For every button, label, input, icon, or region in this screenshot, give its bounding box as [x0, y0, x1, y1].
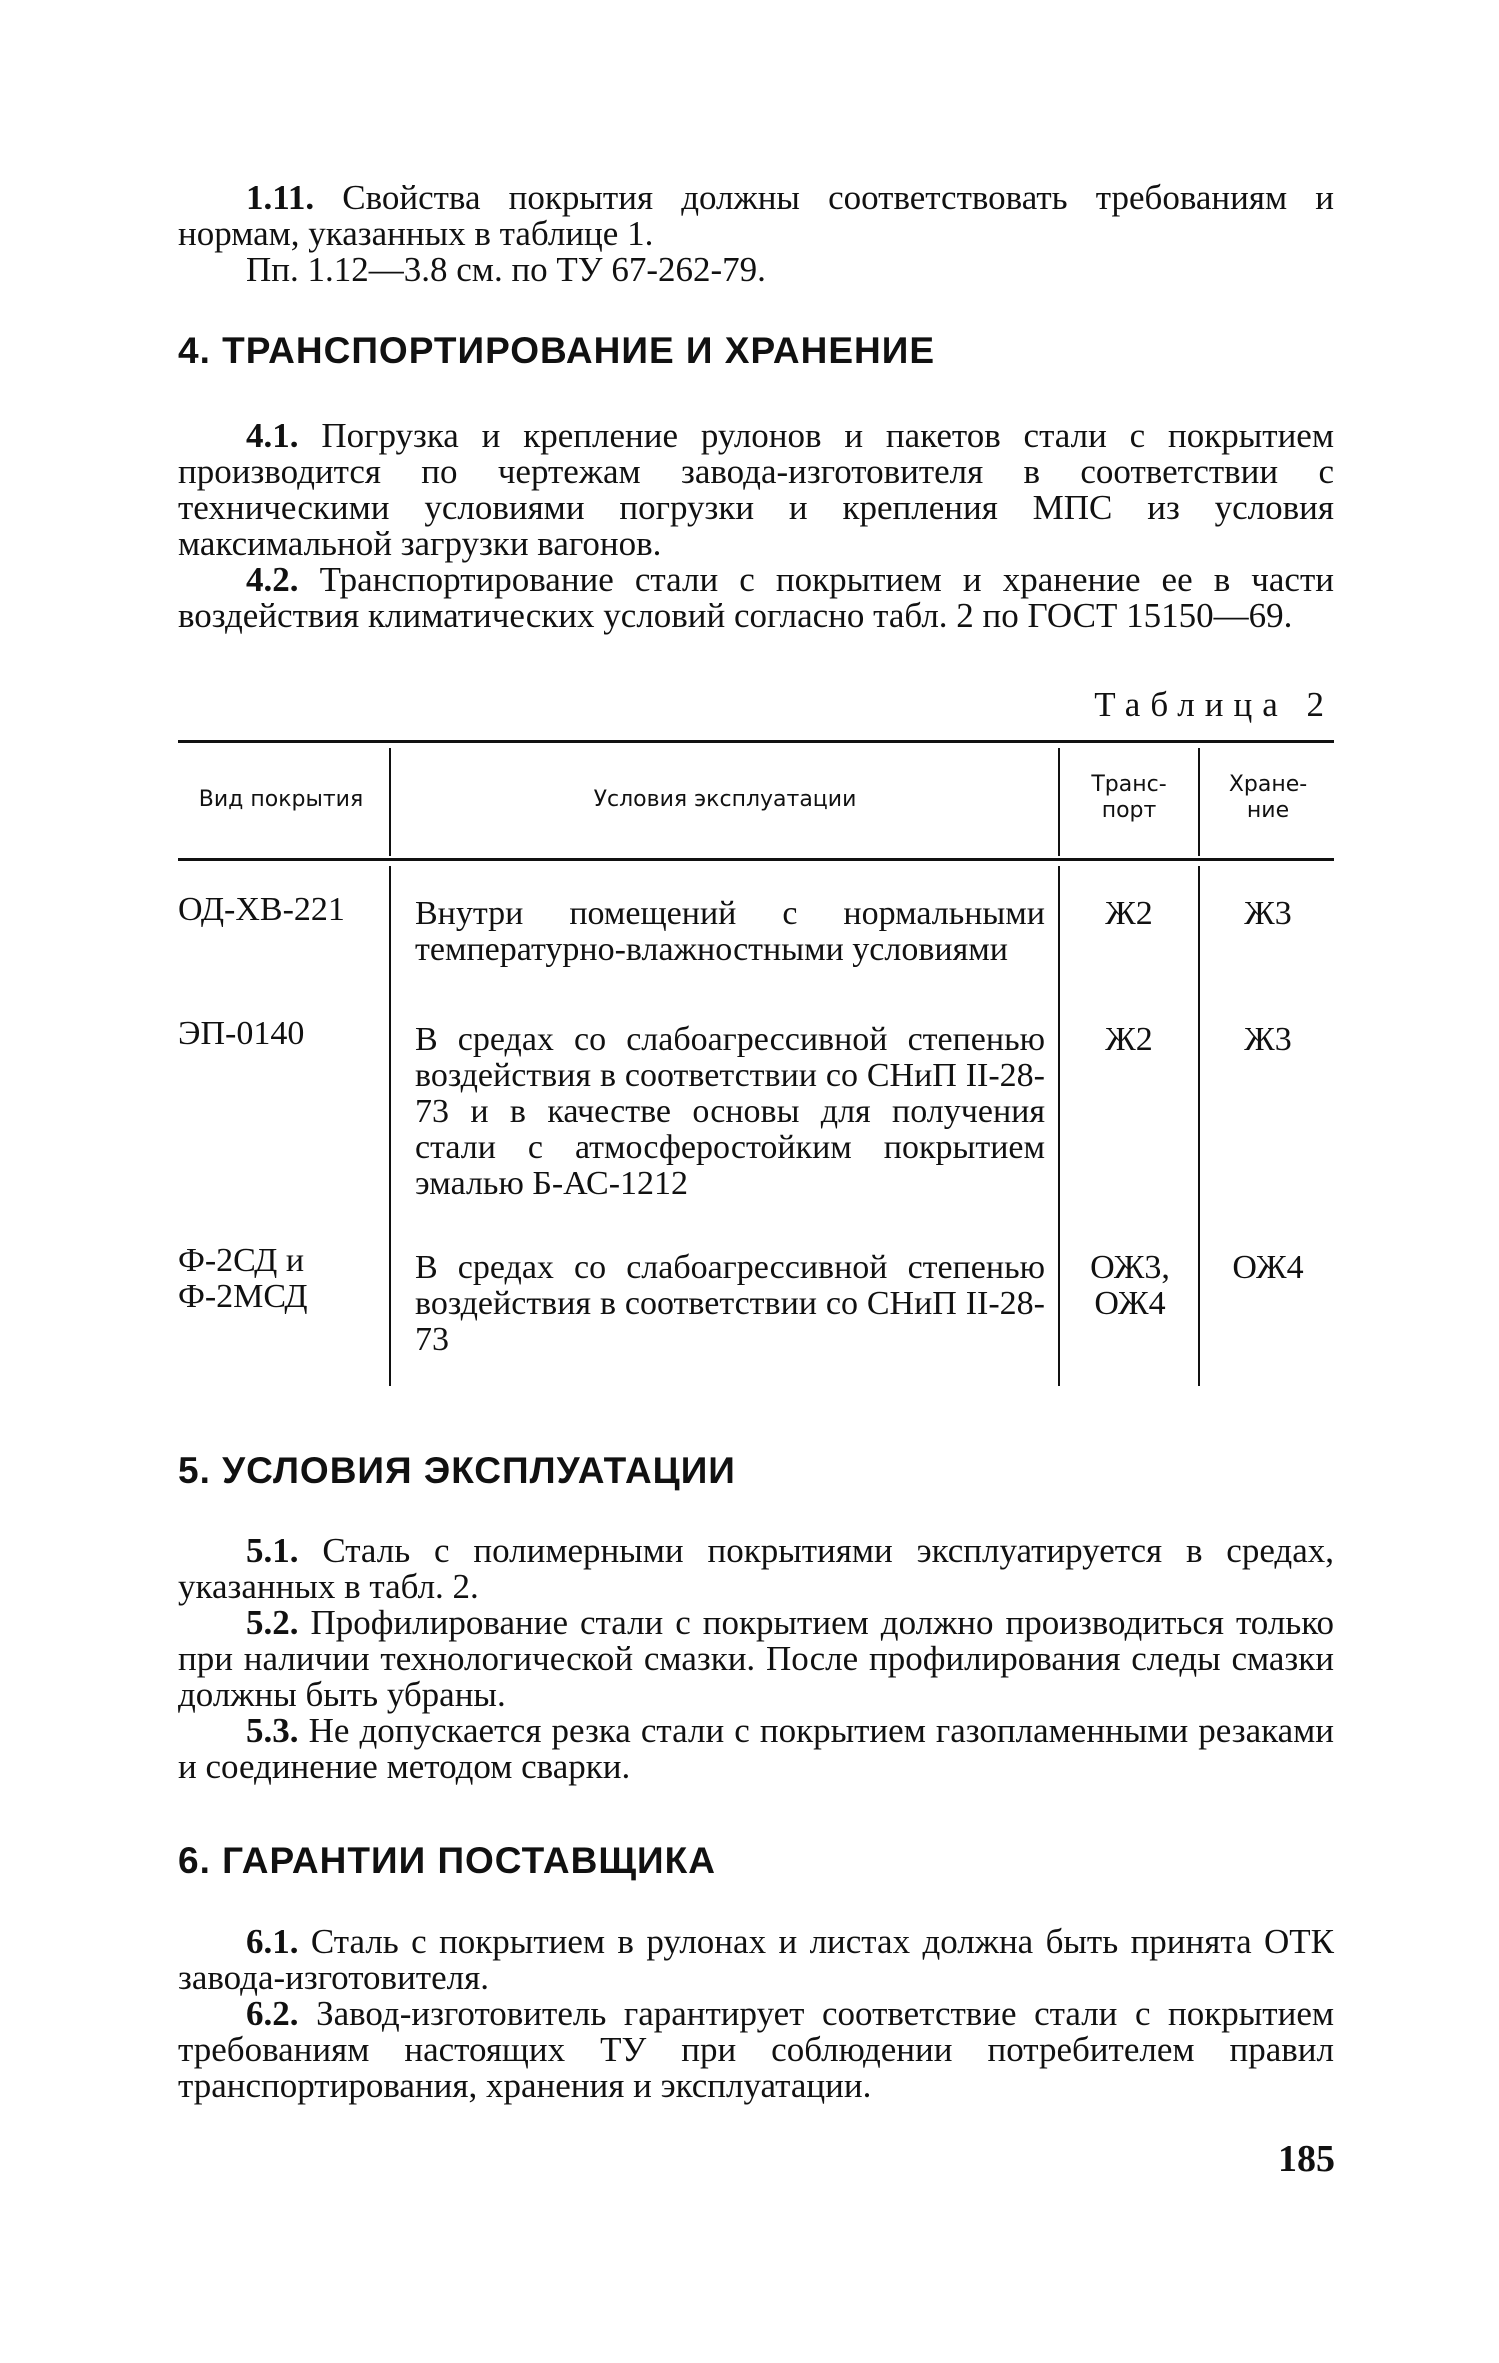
paragraph-number: 1.11.	[246, 178, 315, 217]
row-3-storage: ОЖ4	[1232, 1249, 1304, 1286]
row-1-transport: Ж2	[1105, 895, 1153, 932]
row-2-transport: Ж2	[1105, 1021, 1153, 1058]
paragraph-6-1	[178, 1924, 1334, 1996]
table-divider	[389, 866, 391, 1386]
table-divider	[1198, 748, 1200, 856]
table-divider	[1058, 866, 1060, 1386]
table-divider	[389, 748, 391, 856]
section-4-title: 4. ТРАНСПОРТИРОВАНИЕ И ХРАНЕНИЕ	[178, 330, 936, 371]
row-2-conditions: В средах со слабоагрессивной степенью воздействия в соответствии со СНиП II-28-73 и в качестве основы для получения стали с атмосферостойким покрытием эмалью Б-АС-1212	[415, 1021, 1045, 1202]
paragraph-1-11	[178, 180, 1334, 252]
paragraph-6-2	[178, 1996, 1334, 2104]
page-number: 185	[1278, 2138, 1335, 2180]
paragraph-number: 4.1.	[246, 416, 299, 455]
row-1-conditions: Внутри помещений с нормальными температурно-влажностными условиями	[415, 895, 1045, 968]
paragraph-4-1	[178, 418, 1334, 562]
row-2-coating: ЭП-0140	[178, 1015, 305, 1052]
header-coating: Вид покрытия	[198, 787, 364, 812]
table-title: Таблица 2	[1094, 685, 1334, 724]
paragraph-5-2	[178, 1605, 1334, 1713]
paragraph-number: 6.2.	[246, 1994, 299, 2033]
paragraph-text: Пп. 1.12—3.8 см. по ТУ 67-262-79.	[246, 250, 766, 289]
table-top-rule	[178, 740, 1334, 743]
intro-block	[178, 180, 1334, 288]
paragraph-number: 4.2.	[246, 560, 299, 599]
section-6-block	[178, 1924, 1334, 2104]
paragraph-text: Транспортирование стали с покрытием и хранение ее в части воздействия климатических условий согласно табл. 2 по ГОСТ 15150—69.	[178, 560, 1334, 635]
paragraph-5-3	[178, 1713, 1334, 1785]
paragraph-ref	[178, 252, 1334, 288]
section-6-title: 6. ГАРАНТИИ ПОСТАВЩИКА	[178, 1840, 716, 1881]
paragraph-text: Не допускается резка стали с покрытием газопламенными резаками и соединение методом сварки.	[178, 1711, 1334, 1786]
paragraph-text: Завод-изготовитель гарантирует соответствие стали с покрытием требованиям настоящих ТУ при соблюдении потребителем правил транспортирования, хранения и эксплуатации.	[178, 1994, 1335, 2105]
paragraph-4-2	[178, 562, 1334, 634]
paragraph-text: Свойства покрытия должны соответствовать требованиям и нормам, указанных в таблице 1.	[178, 178, 1334, 253]
table-header-rule	[178, 858, 1334, 861]
paragraph-text: Профилирование стали с покрытием должно производиться только при наличии технологической смазки. После профилирования следы смазки должны быть убраны.	[178, 1603, 1334, 1714]
header-transport: Транс- порт	[1091, 772, 1167, 823]
table-divider	[1198, 866, 1200, 1386]
paragraph-number: 5.3.	[246, 1711, 299, 1750]
row-1-storage: Ж3	[1244, 895, 1292, 932]
row-3-coating: Ф-2СД и Ф-2МСД	[178, 1242, 308, 1315]
section-4-block	[178, 418, 1334, 634]
paragraph-text: Погрузка и крепление рулонов и пакетов стали с покрытием производится по чертежам завода-изготовителя в соответствии с техническими условиями погрузки и крепления МПС из условия максимальной загрузки вагонов.	[178, 416, 1334, 563]
paragraph-text: Сталь с покрытием в рулонах и листах должна быть принята ОТК завода-изготовителя.	[178, 1922, 1335, 1997]
header-conditions: Условия эксплуатации	[593, 787, 857, 812]
row-1-coating: ОД-ХВ-221	[178, 891, 345, 928]
paragraph-number: 5.1.	[246, 1531, 299, 1570]
paragraph-number: 6.1.	[246, 1922, 299, 1961]
paragraph-5-1	[178, 1533, 1334, 1605]
section-5-block	[178, 1533, 1334, 1785]
table-divider	[1058, 748, 1060, 856]
paragraph-number: 5.2.	[246, 1603, 299, 1642]
row-3-conditions: В средах со слабоагрессивной степенью воздействия в соответствии со СНиП II-28-73	[415, 1249, 1045, 1358]
row-2-storage: Ж3	[1244, 1021, 1292, 1058]
row-3-transport: ОЖ3, ОЖ4	[1090, 1249, 1170, 1322]
section-5-title: 5. УСЛОВИЯ ЭКСПЛУАТАЦИИ	[178, 1450, 736, 1491]
paragraph-text: Сталь с полимерными покрытиями эксплуатируется в средах, указанных в табл. 2.	[178, 1531, 1334, 1606]
header-storage: Хране- ние	[1228, 772, 1308, 823]
